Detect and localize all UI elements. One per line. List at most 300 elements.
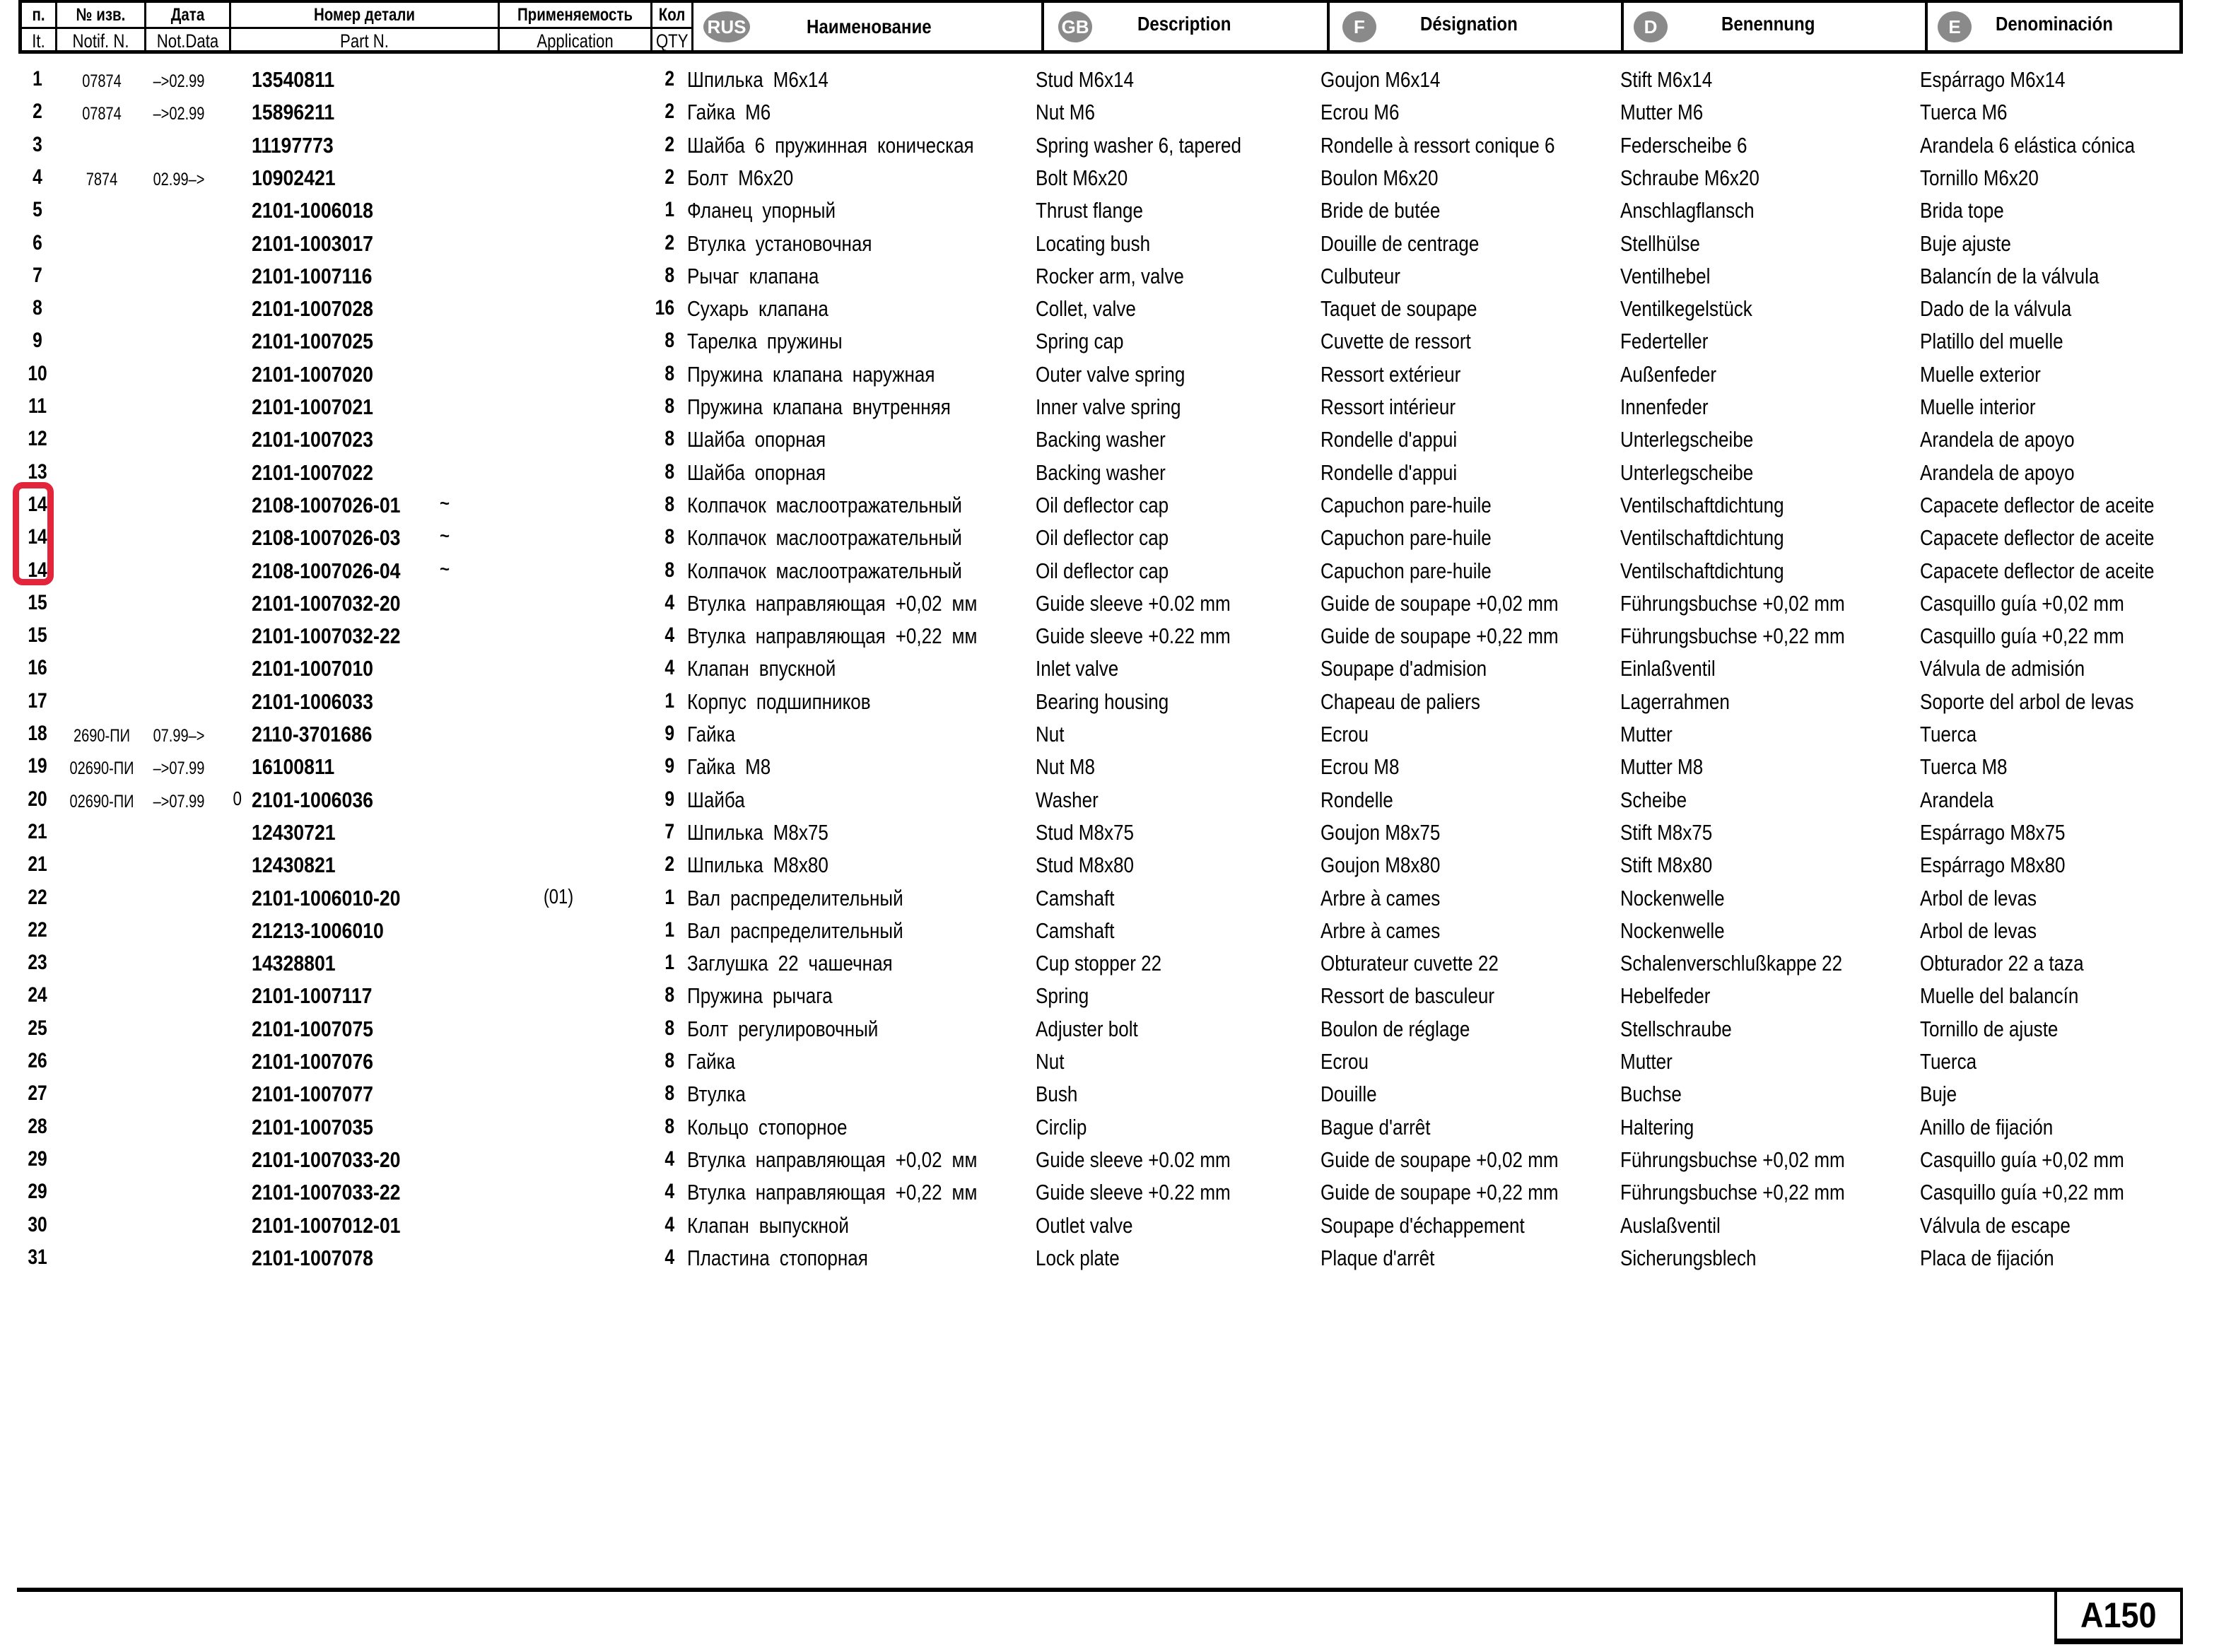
name-ru: Пластина стопорная bbox=[687, 1245, 868, 1270]
part-number: 2101-1007077 bbox=[252, 1082, 373, 1107]
quantity: 8 bbox=[664, 492, 674, 516]
description-gb: Washer bbox=[1036, 787, 1099, 812]
denominacion-e: Casquillo guía +0,22 mm bbox=[1920, 623, 2124, 649]
part-number: 2108-1007026-03 bbox=[252, 525, 401, 551]
notification-date: –>07.99 bbox=[153, 791, 205, 812]
table-row bbox=[0, 133, 2231, 165]
item-number: 1 bbox=[33, 67, 42, 90]
name-ru: Сухарь клапана bbox=[687, 296, 828, 322]
item-number: 14 bbox=[28, 525, 47, 549]
denominacion-e: Anillo de fijación bbox=[1920, 1114, 2054, 1140]
item-number: 11 bbox=[28, 394, 47, 418]
denominacion-e: Tuerca bbox=[1920, 722, 1977, 746]
designation-f: Guide de soupape +0,02 mm bbox=[1321, 1147, 1559, 1172]
benennung-d: Innenfeder bbox=[1620, 394, 1709, 419]
name-ru: Тарелка пружины bbox=[687, 329, 843, 354]
benennung-d: Führungsbuchse +0,02 mm bbox=[1620, 590, 1845, 616]
item-number: 17 bbox=[28, 689, 47, 713]
designation-f: Capuchon pare-huile bbox=[1321, 558, 1492, 583]
description-gb: Guide sleeve +0.02 mm bbox=[1036, 1147, 1231, 1172]
denominacion-e: Válvula de admisión bbox=[1920, 656, 2085, 681]
denominacion-e: Tuerca bbox=[1920, 1049, 1977, 1074]
part-number: 2101-1007028 bbox=[252, 296, 373, 322]
designation-f: Guide de soupape +0,22 mm bbox=[1321, 1180, 1559, 1205]
designation-f: Ecrou M8 bbox=[1321, 754, 1400, 780]
part-number: 2101-1007021 bbox=[252, 394, 373, 419]
table-row bbox=[0, 558, 2231, 591]
part-number: 10902421 bbox=[252, 165, 336, 190]
table-row bbox=[0, 787, 2231, 820]
denominacion-e: Capacete deflector de aceite bbox=[1920, 558, 2155, 583]
table-row bbox=[0, 1017, 2231, 1049]
part-number: 2108-1007026-04 bbox=[252, 558, 401, 583]
denominacion-e: Tornillo M6x20 bbox=[1920, 165, 2039, 190]
table-row bbox=[0, 983, 2231, 1016]
denominacion-e: Muelle exterior bbox=[1920, 361, 2041, 387]
description-gb: Oil deflector cap bbox=[1036, 558, 1169, 583]
description-gb: Bush bbox=[1036, 1082, 1078, 1107]
designation-f: Ecrou bbox=[1321, 1049, 1369, 1074]
part-number: 2101-1006033 bbox=[252, 689, 373, 714]
header-lang-rus bbox=[693, 3, 1044, 50]
quantity: 8 bbox=[664, 427, 674, 451]
benennung-d: Stift M6x14 bbox=[1620, 67, 1713, 92]
quantity: 8 bbox=[664, 1082, 674, 1106]
table-row bbox=[0, 1246, 2231, 1278]
denominacion-e: Casquillo guía +0,02 mm bbox=[1920, 590, 2124, 616]
item-number: 22 bbox=[28, 918, 47, 942]
name-ru: Шайба опорная bbox=[687, 427, 826, 452]
denominacion-e: Casquillo guía +0,02 mm bbox=[1920, 1147, 2124, 1172]
quantity: 1 bbox=[664, 918, 674, 942]
description-gb: Adjuster bolt bbox=[1036, 1016, 1138, 1041]
item-number: 21 bbox=[28, 853, 47, 877]
denominacion-e: Obturador 22 a taza bbox=[1920, 951, 2084, 976]
quantity: 4 bbox=[664, 1180, 674, 1204]
quantity: 4 bbox=[664, 1245, 674, 1269]
name-ru: Корпус подшипников bbox=[687, 689, 871, 714]
table-row bbox=[0, 1115, 2231, 1147]
denominacion-e: Capacete deflector de aceite bbox=[1920, 492, 2155, 517]
designation-f: Capuchon pare-huile bbox=[1321, 525, 1492, 551]
description-gb: Spring bbox=[1036, 983, 1089, 1009]
quantity: 2 bbox=[664, 165, 674, 189]
description-gb: Rocker arm, valve bbox=[1036, 263, 1184, 288]
benennung-d: Stift M8x75 bbox=[1620, 819, 1713, 845]
quantity: 16 bbox=[655, 296, 674, 320]
notification-number: 02690-ПИ bbox=[69, 758, 134, 779]
quantity: 2 bbox=[664, 100, 674, 124]
benennung-d: Scheibe bbox=[1620, 787, 1687, 812]
item-number: 27 bbox=[28, 1082, 47, 1106]
description-gb: Guide sleeve +0.02 mm bbox=[1036, 590, 1231, 616]
designation-f: Boulon de réglage bbox=[1321, 1016, 1470, 1041]
table-row bbox=[0, 820, 2231, 853]
benennung-d: Unterlegscheibe bbox=[1620, 459, 1754, 485]
item-number: 25 bbox=[28, 1016, 47, 1040]
header-qty-en: QTY bbox=[655, 30, 689, 52]
part-number: 2101-1006036 bbox=[252, 787, 373, 812]
table-row bbox=[0, 1049, 2231, 1082]
benennung-d: Ventilhebel bbox=[1620, 263, 1711, 288]
table-row bbox=[0, 853, 2231, 885]
table-row bbox=[0, 427, 2231, 459]
header-item-en: It. bbox=[32, 30, 45, 52]
description-gb: Nut M8 bbox=[1036, 754, 1095, 780]
item-number: 28 bbox=[28, 1114, 47, 1138]
part-number: 2110-3701686 bbox=[252, 722, 373, 746]
description-gb: Guide sleeve +0.22 mm bbox=[1036, 1180, 1231, 1205]
designation-f: Goujon M8x80 bbox=[1321, 853, 1441, 878]
benennung-d: Sicherungsblech bbox=[1620, 1245, 1757, 1270]
quantity: 4 bbox=[664, 1147, 674, 1171]
quantity: 2 bbox=[664, 132, 674, 156]
item-number: 15 bbox=[28, 623, 47, 648]
designation-f: Rondelle d'appui bbox=[1321, 459, 1458, 485]
designation-f: Arbre à cames bbox=[1321, 918, 1441, 943]
designation-f: Douille bbox=[1321, 1082, 1377, 1107]
header-date bbox=[146, 3, 231, 50]
benennung-d: Ventilschaftdichtung bbox=[1620, 525, 1784, 551]
denominacion-e: Dado de la válvula bbox=[1920, 296, 2072, 322]
name-ru: Шайба bbox=[687, 787, 745, 812]
table-row bbox=[0, 1082, 2231, 1114]
table-row bbox=[0, 1180, 2231, 1212]
part-prefix: 0 bbox=[233, 787, 242, 809]
table-row bbox=[0, 198, 2231, 230]
designation-f: Rondelle d'appui bbox=[1321, 427, 1458, 452]
designation-f: Ressort intérieur bbox=[1321, 394, 1456, 419]
table-row bbox=[0, 689, 2231, 722]
quantity: 8 bbox=[664, 1016, 674, 1040]
table-row bbox=[0, 754, 2231, 787]
benennung-d: Unterlegscheibe bbox=[1620, 427, 1754, 452]
name-ru: Втулка направляющая +0,02 мм bbox=[687, 590, 978, 616]
application: (01) bbox=[543, 885, 574, 908]
benennung-d: Ventilschaftdichtung bbox=[1620, 492, 1784, 517]
part-number: 2101-1007010 bbox=[252, 656, 373, 681]
quantity: 8 bbox=[664, 329, 674, 353]
part-number: 16100811 bbox=[252, 754, 335, 780]
quantity: 8 bbox=[664, 558, 674, 582]
benennung-d: Führungsbuchse +0,22 mm bbox=[1620, 1180, 1845, 1205]
part-number: 12430721 bbox=[252, 819, 336, 845]
part-number: 2101-1003017 bbox=[252, 230, 373, 256]
part-number: 2101-1006010-20 bbox=[252, 885, 401, 910]
header-lang-gb bbox=[1044, 3, 1330, 50]
gb-flag-icon: GB bbox=[1058, 11, 1092, 42]
designation-f: Boulon M6x20 bbox=[1321, 165, 1439, 190]
footer-rule bbox=[17, 1588, 2059, 1592]
description-gb: Stud M6x14 bbox=[1036, 67, 1134, 92]
name-ru: Шпилька М8х75 bbox=[687, 819, 828, 845]
benennung-d: Schraube M6x20 bbox=[1620, 165, 1759, 190]
header-application-en: Application bbox=[537, 30, 614, 52]
designation-f: Ressort extérieur bbox=[1321, 361, 1461, 387]
part-number: 15896211 bbox=[252, 100, 335, 125]
header-application-ru: Применяемость bbox=[517, 5, 633, 25]
header-lang-gb-title: Description bbox=[1137, 13, 1231, 35]
header-part-en: Part N. bbox=[340, 30, 389, 52]
description-gb: Cup stopper 22 bbox=[1036, 951, 1162, 976]
table-row bbox=[0, 165, 2231, 198]
item-number: 12 bbox=[28, 427, 47, 451]
designation-f: Culbuteur bbox=[1321, 263, 1400, 288]
notification-date: 02.99–> bbox=[153, 169, 205, 189]
quantity: 4 bbox=[664, 590, 674, 614]
header-date-en: Not.Data bbox=[156, 30, 219, 52]
name-ru: Втулка направляющая +0,02 мм bbox=[687, 1147, 978, 1172]
part-number: 2101-1007025 bbox=[252, 329, 373, 354]
denominacion-e: Casquillo guía +0,22 mm bbox=[1920, 1180, 2124, 1205]
denominacion-e: Arbol de levas bbox=[1920, 918, 2037, 943]
item-number: 2 bbox=[33, 100, 42, 124]
part-number: 2101-1006018 bbox=[252, 198, 373, 223]
item-number: 18 bbox=[28, 722, 47, 745]
designation-f: Rondelle bbox=[1321, 787, 1393, 812]
description-gb: Backing washer bbox=[1036, 427, 1166, 452]
d-flag-icon: D bbox=[1634, 11, 1668, 42]
table-row bbox=[0, 1147, 2231, 1180]
denominacion-e: Muelle del balancín bbox=[1920, 983, 2079, 1009]
denominacion-e: Muelle interior bbox=[1920, 394, 2036, 419]
benennung-d: Mutter bbox=[1620, 722, 1673, 746]
description-gb: Guide sleeve +0.22 mm bbox=[1036, 623, 1231, 649]
name-ru: Болт регулировочный bbox=[687, 1016, 879, 1041]
header-lang-e bbox=[1928, 3, 2186, 50]
table-row bbox=[0, 100, 2231, 132]
description-gb: Spring cap bbox=[1036, 329, 1124, 354]
benennung-d: Lagerrahmen bbox=[1620, 689, 1730, 714]
benennung-d: Stift M8x80 bbox=[1620, 853, 1713, 878]
denominacion-e: Espárrago M8x80 bbox=[1920, 853, 2066, 878]
denominacion-e: Arandela de apoyo bbox=[1920, 427, 2075, 452]
item-number: 29 bbox=[28, 1180, 47, 1204]
description-gb: Outlet valve bbox=[1036, 1212, 1133, 1238]
designation-f: Rondelle à ressort conique 6 bbox=[1321, 132, 1555, 158]
description-gb: Nut M6 bbox=[1036, 100, 1095, 125]
item-number: 14 bbox=[28, 558, 47, 582]
benennung-d: Ventilschaftdichtung bbox=[1620, 558, 1784, 583]
header-part bbox=[231, 3, 500, 50]
part-number: 11197773 bbox=[252, 132, 334, 158]
part-number: 21213-1006010 bbox=[252, 918, 384, 943]
header-notif-ru: № изв. bbox=[76, 5, 126, 25]
name-ru: Пружина рычага bbox=[687, 983, 833, 1009]
denominacion-e: Buje bbox=[1920, 1082, 1957, 1107]
part-number: 2101-1007075 bbox=[252, 1016, 373, 1041]
header-item bbox=[22, 3, 57, 50]
table-row bbox=[0, 623, 2231, 656]
description-gb: Backing washer bbox=[1036, 459, 1166, 485]
item-number: 23 bbox=[28, 951, 47, 975]
designation-f: Ecrou M6 bbox=[1321, 100, 1400, 125]
name-ru: Втулка установочная bbox=[687, 230, 872, 256]
part-number: 2101-1007012-01 bbox=[252, 1212, 401, 1238]
name-ru: Фланец упорный bbox=[687, 198, 836, 223]
benennung-d: Nockenwelle bbox=[1620, 918, 1725, 943]
designation-f: Soupape d'échappement bbox=[1321, 1212, 1525, 1238]
notification-number: 07874 bbox=[82, 104, 122, 124]
part-number: 2101-1007078 bbox=[252, 1245, 373, 1270]
part-number: 2101-1007076 bbox=[252, 1049, 373, 1074]
quantity: 2 bbox=[664, 853, 674, 877]
benennung-d: Mutter M8 bbox=[1620, 754, 1704, 780]
description-gb: Nut bbox=[1036, 1049, 1065, 1074]
designation-f: Plaque d'arrêt bbox=[1321, 1245, 1435, 1270]
denominacion-e: Tuerca M6 bbox=[1920, 100, 2008, 125]
item-number: 19 bbox=[28, 754, 47, 778]
quantity: 4 bbox=[664, 623, 674, 648]
header-lang-rus-title: Наименование bbox=[807, 16, 932, 37]
part-number: 2101-1007023 bbox=[252, 427, 373, 452]
name-ru: Колпачок маслоотражательный bbox=[687, 525, 962, 551]
quantity: 4 bbox=[664, 1212, 674, 1236]
table-row bbox=[0, 591, 2231, 623]
page-number-box bbox=[2054, 1588, 2183, 1644]
table-row bbox=[0, 67, 2231, 100]
denominacion-e: Buje ajuste bbox=[1920, 230, 2011, 256]
denominacion-e: Espárrago M6x14 bbox=[1920, 67, 2066, 92]
denominacion-e: Balancín de la válvula bbox=[1920, 263, 2100, 288]
denominacion-e: Arbol de levas bbox=[1920, 885, 2037, 910]
header-part-ru: Номер детали bbox=[313, 5, 416, 25]
benennung-d: Stellhülse bbox=[1620, 230, 1700, 256]
name-ru: Шайба 6 пружинная коническая bbox=[687, 132, 974, 158]
quantity: 8 bbox=[664, 459, 674, 484]
variant-mark: ~ bbox=[440, 559, 450, 579]
notification-number: 7874 bbox=[86, 169, 118, 189]
designation-f: Ecrou bbox=[1321, 722, 1369, 746]
quantity: 2 bbox=[664, 230, 674, 254]
name-ru: Клапан впускной bbox=[687, 656, 836, 681]
quantity: 9 bbox=[664, 722, 674, 745]
rus-flag-icon: RUS bbox=[703, 11, 750, 42]
benennung-d: Federscheibe 6 bbox=[1620, 132, 1747, 158]
benennung-d: Hebelfeder bbox=[1620, 983, 1711, 1009]
part-number: 2101-1007035 bbox=[252, 1114, 373, 1140]
name-ru: Рычаг клапана bbox=[687, 263, 819, 288]
notification-date: 07.99–> bbox=[153, 726, 205, 746]
part-number: 2108-1007026-01 bbox=[252, 492, 401, 517]
item-number: 16 bbox=[28, 656, 47, 680]
name-ru: Втулка bbox=[687, 1082, 746, 1107]
part-number: 13540811 bbox=[252, 67, 335, 92]
name-ru: Втулка направляющая +0,22 мм bbox=[687, 623, 978, 649]
name-ru: Шайба опорная bbox=[687, 459, 826, 485]
quantity: 2 bbox=[664, 67, 674, 90]
notification-date: –>02.99 bbox=[153, 71, 205, 91]
table-row bbox=[0, 525, 2231, 558]
designation-f: Taquet de soupape bbox=[1321, 296, 1477, 322]
header-lang-d bbox=[1624, 3, 1928, 50]
description-gb: Outer valve spring bbox=[1036, 361, 1185, 387]
item-number: 6 bbox=[33, 230, 42, 254]
e-flag-icon: E bbox=[1938, 11, 1972, 42]
benennung-d: Mutter bbox=[1620, 1049, 1673, 1074]
quantity: 9 bbox=[664, 754, 674, 778]
quantity: 8 bbox=[664, 1049, 674, 1072]
header-notif bbox=[57, 3, 146, 50]
designation-f: Goujon M8x75 bbox=[1321, 819, 1441, 845]
quantity: 1 bbox=[664, 689, 674, 713]
header-lang-f-title: Désignation bbox=[1420, 13, 1518, 35]
f-flag-icon: F bbox=[1342, 11, 1376, 42]
quantity: 1 bbox=[664, 951, 674, 975]
benennung-d: Außenfeder bbox=[1620, 361, 1717, 387]
item-number: 10 bbox=[28, 361, 47, 385]
benennung-d: Buchse bbox=[1620, 1082, 1682, 1107]
part-number: 2101-1007033-22 bbox=[252, 1180, 401, 1205]
part-number: 2101-1007116 bbox=[252, 263, 373, 288]
name-ru: Кольцо стопорное bbox=[687, 1114, 848, 1140]
denominacion-e: Brida tope bbox=[1920, 198, 2004, 223]
variant-mark: ~ bbox=[440, 493, 450, 513]
item-number: 5 bbox=[33, 198, 42, 222]
table-row bbox=[0, 722, 2231, 754]
description-gb: Oil deflector cap bbox=[1036, 492, 1169, 517]
benennung-d: Stellschraube bbox=[1620, 1016, 1732, 1041]
denominacion-e: Soporte del arbol de levas bbox=[1920, 689, 2134, 714]
name-ru: Болт М6х20 bbox=[687, 165, 794, 190]
denominacion-e: Capacete deflector de aceite bbox=[1920, 525, 2155, 551]
description-gb: Collet, valve bbox=[1036, 296, 1136, 322]
table-row bbox=[0, 886, 2231, 918]
benennung-d: Anschlagflansch bbox=[1620, 198, 1755, 223]
quantity: 9 bbox=[664, 787, 674, 811]
header-lang-e-title: Denominación bbox=[1996, 13, 2113, 35]
item-number: 20 bbox=[28, 787, 47, 811]
header-lang-f bbox=[1330, 3, 1624, 50]
benennung-d: Führungsbuchse +0,22 mm bbox=[1620, 623, 1845, 649]
benennung-d: Auslaßventil bbox=[1620, 1212, 1721, 1238]
item-number: 29 bbox=[28, 1147, 47, 1171]
part-number: 12430821 bbox=[252, 853, 336, 878]
header-notif-en: Notif. N. bbox=[72, 30, 129, 52]
table-row bbox=[0, 493, 2231, 525]
notification-number: 02690-ПИ bbox=[69, 791, 134, 812]
denominacion-e: Tornillo de ajuste bbox=[1920, 1016, 2059, 1041]
quantity: 7 bbox=[664, 819, 674, 843]
quantity: 1 bbox=[664, 885, 674, 909]
benennung-d: Federteller bbox=[1620, 329, 1709, 354]
part-number: 2101-1007020 bbox=[252, 361, 373, 387]
quantity: 1 bbox=[664, 198, 674, 222]
name-ru: Пружина клапана внутренняя bbox=[687, 394, 951, 419]
notification-date: –>02.99 bbox=[153, 104, 205, 124]
designation-f: Obturateur cuvette 22 bbox=[1321, 951, 1499, 976]
benennung-d: Ventilkegelstück bbox=[1620, 296, 1752, 322]
quantity: 8 bbox=[664, 983, 674, 1007]
denominacion-e: Arandela de apoyo bbox=[1920, 459, 2075, 485]
part-number: 2101-1007032-22 bbox=[252, 623, 401, 649]
description-gb: Nut bbox=[1036, 722, 1065, 746]
denominacion-e: Platillo del muelle bbox=[1920, 329, 2063, 354]
name-ru: Колпачок маслоотражательный bbox=[687, 558, 962, 583]
denominacion-e: Placa de fijación bbox=[1920, 1245, 2054, 1270]
benennung-d: Schalenverschlußkappe 22 bbox=[1620, 951, 1843, 976]
item-number: 14 bbox=[28, 492, 47, 516]
designation-f: Arbre à cames bbox=[1321, 885, 1441, 910]
table-row bbox=[0, 656, 2231, 689]
item-number: 8 bbox=[33, 296, 42, 320]
name-ru: Колпачок маслоотражательный bbox=[687, 492, 962, 517]
denominacion-e: Válvula de escape bbox=[1920, 1212, 2071, 1238]
name-ru: Гайка bbox=[687, 1049, 736, 1074]
quantity: 8 bbox=[664, 1114, 674, 1138]
table-row bbox=[0, 329, 2231, 361]
designation-f: Soupape d'admision bbox=[1321, 656, 1487, 681]
